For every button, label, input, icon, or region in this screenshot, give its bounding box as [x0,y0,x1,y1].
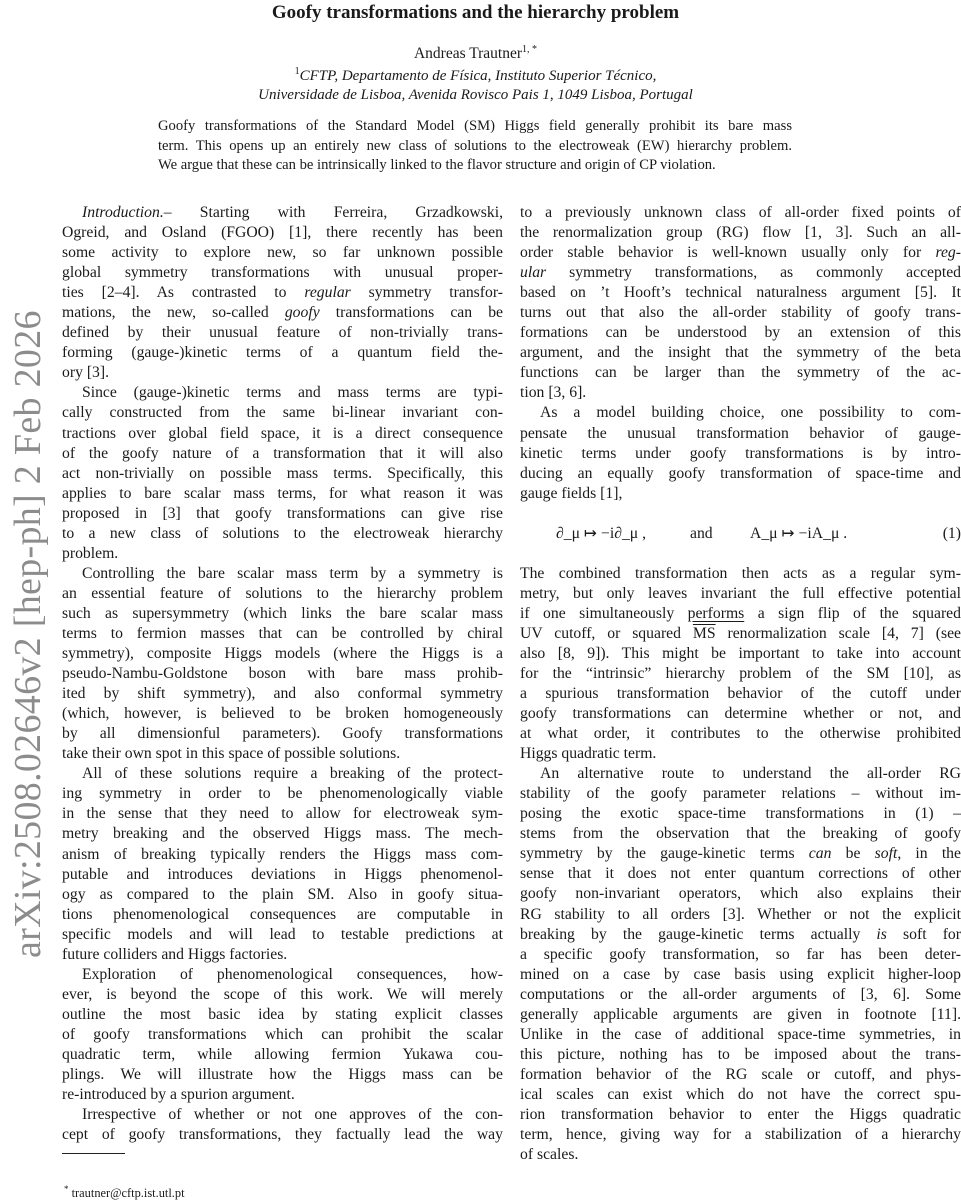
right-column [520,203,961,1165]
footnote-divider [62,1153,125,1154]
abstract [158,117,792,176]
text-line: posing the exotic space-time transformations in (1) – [520,805,961,823]
text-line: Higgs quadratic term. [520,745,657,763]
underlined-word: performs [687,604,745,622]
text-line: pensate the unusual transformation behavior of gauge- [520,424,961,442]
text-line: symmetry), composite Higgs models (where the Higgs is a [62,645,503,663]
text-line: goofy non-invariant operators, which also explains their [520,885,961,903]
text: mations, the new, so-called [62,304,285,322]
text-line: proposed in [3] that goofy transformations can give rise [62,504,503,522]
emphasis-can: can [808,845,832,863]
text-line: computations or the all-order arguments of [3, 6]. Some [520,985,961,1003]
text-line: anism of breaking typically renders the Higgs mass com- [62,845,503,863]
text-line: metry, but only leaves invariant the full effective potential [520,584,961,602]
text-line: to a previously unknown class of all-order fixed points of [520,204,961,221]
text-line: some activity to explore new, so far unknown possible [62,244,503,262]
affiliation-mark: 1 [294,66,300,77]
text-line: formation behavior of the RG scale or cutoff, and phys- [520,1065,961,1083]
text-line [62,303,503,323]
text: a sign flip of the squared [744,604,961,622]
text-line: turns out that also the all-order stability of goofy trans- [520,304,961,322]
text-line: argument, and the insight that the symmetry of the beta [520,344,961,362]
text-line: of goofy transformations which can prohibit the scalar [62,1025,503,1043]
text-line: future colliders and Higgs factories. [62,945,288,963]
emphasis-is: is [876,925,887,943]
text-line: for the “intrinsic” hierarchy problem of the SM [10], as [520,664,961,682]
text-line: Controlling the bare scalar mass term by a symmetry is [82,564,503,582]
text-line: putable and introduces deviations in Higgs phenomenol- [62,865,503,883]
text-line: Unlike in the case of additional space-time symmetries, in [520,1025,961,1043]
text-line: ited by shift symmetry), and also conformal symmetry [62,685,503,703]
text-line: this picture, nothing has to be imposed about the trans- [520,1045,961,1063]
left-column [62,203,503,1145]
author-email[interactable]: trautner@cftp.ist.utl.pt [71,1186,185,1201]
text-line: tion [3, 6]. [520,384,587,402]
text-line: a specific goofy transformation, so far has been deter- [520,945,961,963]
text-line: ogy as compared to the plain SM. Also in goofy situa- [62,885,503,903]
text-line: The combined transformation then acts as a regular sym- [520,564,961,582]
text-line: tions phenomenological consequences are computable in [62,905,503,923]
text-line: stability of the goofy parameter relations – without im- [520,785,961,803]
text-line: to a new class of solutions to the electroweak hierarchy [62,524,503,542]
text-line: ory [3]. [62,364,110,382]
text: transformations can be [319,304,503,322]
author-marks: 1, * [522,44,538,55]
text-line: defined by their unusual feature of non-trivially trans- [62,324,503,342]
text-line: applies to bare scalar mass terms, for what reason it was [62,484,503,502]
text-line: term, hence, giving way for a stabilization of a hierarchy [520,1126,961,1144]
text-line: in the sense that they need to allow for electroweak sym- [62,805,503,823]
text: – Starting with Ferreira, Grzadkowski, [163,204,503,221]
equation-1 [520,514,961,554]
text-line: take their own spot in this space of possible solutions. [62,745,401,763]
ms-bar-scheme: $\overline{MS}$ [692,624,716,642]
equation-number: (1) [942,524,961,542]
equation-connector: and [690,524,713,542]
text-line: An alternative route to understand the all-order RG [540,765,961,783]
text-line: ical scales can exist which do not have the correct spu- [520,1085,961,1103]
text-line: RG stability to all orders [3]. Whether or not the explicit [520,905,961,923]
text-line: of the goofy nature of a transformation that it will also [62,444,503,462]
text-line: at what order, it contributes to the otherwise prohibited [520,725,961,743]
section-heading-introduction: Introduction. [82,204,164,221]
text-line: cally constructed from the same bi-linear invariant con- [62,404,503,422]
text-line: based on ’t Hooft’s technical naturalness argument [5]. It [520,284,961,302]
equation-lhs: ∂_μ ↦ −i∂_μ , [556,524,647,542]
text-line: cept of goofy transformations, they factually lead the way [62,1126,503,1144]
paper-title: Goofy transformations and the hierarchy problem [271,2,680,23]
affiliation-text-1: CFTP, Departamento de Física, Instituto Superior Técnico, [299,68,657,84]
text-line: ducing an equally goofy transformation of space-time and [520,464,961,482]
footnote [64,1184,185,1201]
abstract-line: term. This opens up an entirely new class of solutions to the electroweak (EW) hierarchy problem. [158,137,792,154]
text-line [520,263,961,283]
text-line [520,604,961,624]
text-line: sense that it does not enter quantum corrections of other [520,865,961,883]
text-line [520,925,961,945]
author-line [0,44,951,63]
text-line: forming (gauge-)kinetic terms of a quantum field the- [62,344,503,362]
emphasis-regular: ular [520,264,547,282]
text-line: an essential feature of solutions to the hierarchy problem [62,584,503,602]
text-line: of scales. [520,1146,579,1164]
text: symmetry by the gauge-kinetic terms [520,845,809,863]
text-line: Since (gauge-)kinetic terms and mass terms are typi- [82,384,503,402]
text-line: rion transformation behavior to enter the Higgs quadratic [520,1105,961,1123]
text-line: ever, is beyond the scope of this work. We will merely [62,985,503,1003]
footnote-mark: * [64,1184,69,1194]
text-line: re-introduced by a spurion argument. [62,1086,295,1104]
text-line: quadratic term, while allowing fermion Yukawa cou- [62,1045,503,1063]
text-line [62,283,503,303]
abstract-line: Goofy transformations of the Standard Model (SM) Higgs field generally prohibit its bare mass [158,118,792,134]
text-line: (which, however, is believed to be broken homogeneously [62,705,503,723]
text-line [520,624,961,644]
text-line: stems from the observation that the breaking of goofy [520,825,961,843]
text-line: act non-trivially on possible mass terms. Specifically, this [62,464,503,482]
text: ties [2–4]. As contrasted to [62,284,305,302]
text-line: such as supersymmetry (which links the bare scalar mass [62,604,503,622]
text: soft for [886,925,961,943]
text-line [520,844,961,864]
text-line: by all dimensionful parameters). Goofy transformations [62,725,503,743]
text-line: the renormalization group (RG) flow [1, 3]. Such an all- [520,224,961,242]
affiliation-line-1 [0,66,951,85]
text-line: Irrespective of whether or not one approves of the con- [82,1106,503,1124]
text-line: As a model building choice, one possibility to com- [540,404,961,422]
text-line: Exploration of phenomenological consequences, how- [82,965,503,983]
text-line: functions can be larger than the symmetry of the ac- [520,364,961,382]
intro-first-line [62,203,503,223]
text-line: a spurious transformation behavior of the cutoff under [520,684,961,702]
equation-rhs: A_μ ↦ −iA_μ . [750,524,848,542]
author-name: Andreas Trautner [413,45,523,63]
text-line: specific models and will lead to testable predictions at [62,925,503,943]
emphasis-regular: regular [304,284,351,302]
text: symmetry transformations, as commonly accepted [546,264,961,282]
text: , in the [897,845,961,863]
text-line: gauge fields [1], [520,484,623,502]
text: order stable behavior is well-known usually only for [520,244,936,262]
text: symmetry transfor- [350,284,503,302]
arxiv-identifier-stamp: arXiv:2508.02646v2 [hep-ph] 2 Feb 2026 [7,310,49,958]
affiliation-line-2: Universidade de Lisboa, Avenida Rovisco Pais 1, 1049 Lisboa, Portugal [258,87,693,103]
text-line: global symmetry transformations with unusual proper- [62,264,503,282]
text-line: generally applicable arguments are given in footnote [11]. [520,1005,961,1023]
text: be [831,845,875,863]
text: breaking by the gauge-kinetic terms actually [520,925,877,943]
text-line: formations can be understood by an extension of this [520,324,961,342]
text-line: problem. [62,544,119,562]
text: renormalization scale [4, 7] (see [715,624,961,642]
emphasis-soft: soft [874,845,898,863]
emphasis-regular: reg- [935,244,961,262]
text: UV cutoff, or squared [520,624,693,642]
text-line: terms to fermion masses that can be controlled by chiral [62,624,503,642]
text-line [520,243,961,263]
abstract-line: We argue that these can be intrinsically linked to the flavor structure and origin of CP violation. [158,157,716,173]
text-line: kinetic terms under goofy transformations is by intro- [520,444,961,462]
text: if one simultaneously [520,604,688,622]
text-line: pseudo-Nambu-Goldstone boson with bare mass prohib- [62,665,503,683]
text-line: metry breaking and the observed Higgs mass. The mech- [62,825,503,843]
text-line: outline the most basic idea by stating explicit classes [62,1005,503,1023]
text-line: tractions over global field space, it is a direct consequence [62,424,503,442]
emphasis-goofy: goofy [284,304,320,322]
text-line: plings. We will illustrate how the Higgs mass can be [62,1066,503,1084]
text-line: All of these solutions require a breaking of the protect- [82,765,503,783]
text-line: ing symmetry in order to be phenomenologically viable [62,785,503,803]
text-line: goofy transformations can determine whether or not, and [520,705,961,723]
text-line: Ogreid, and Osland (FGOO) [1], there recently has been [62,224,503,242]
text-line: mined on a case by case basis using explicit higher-loop [520,965,961,983]
text-line: also [8, 9]). This might be important to take into account [520,644,961,662]
